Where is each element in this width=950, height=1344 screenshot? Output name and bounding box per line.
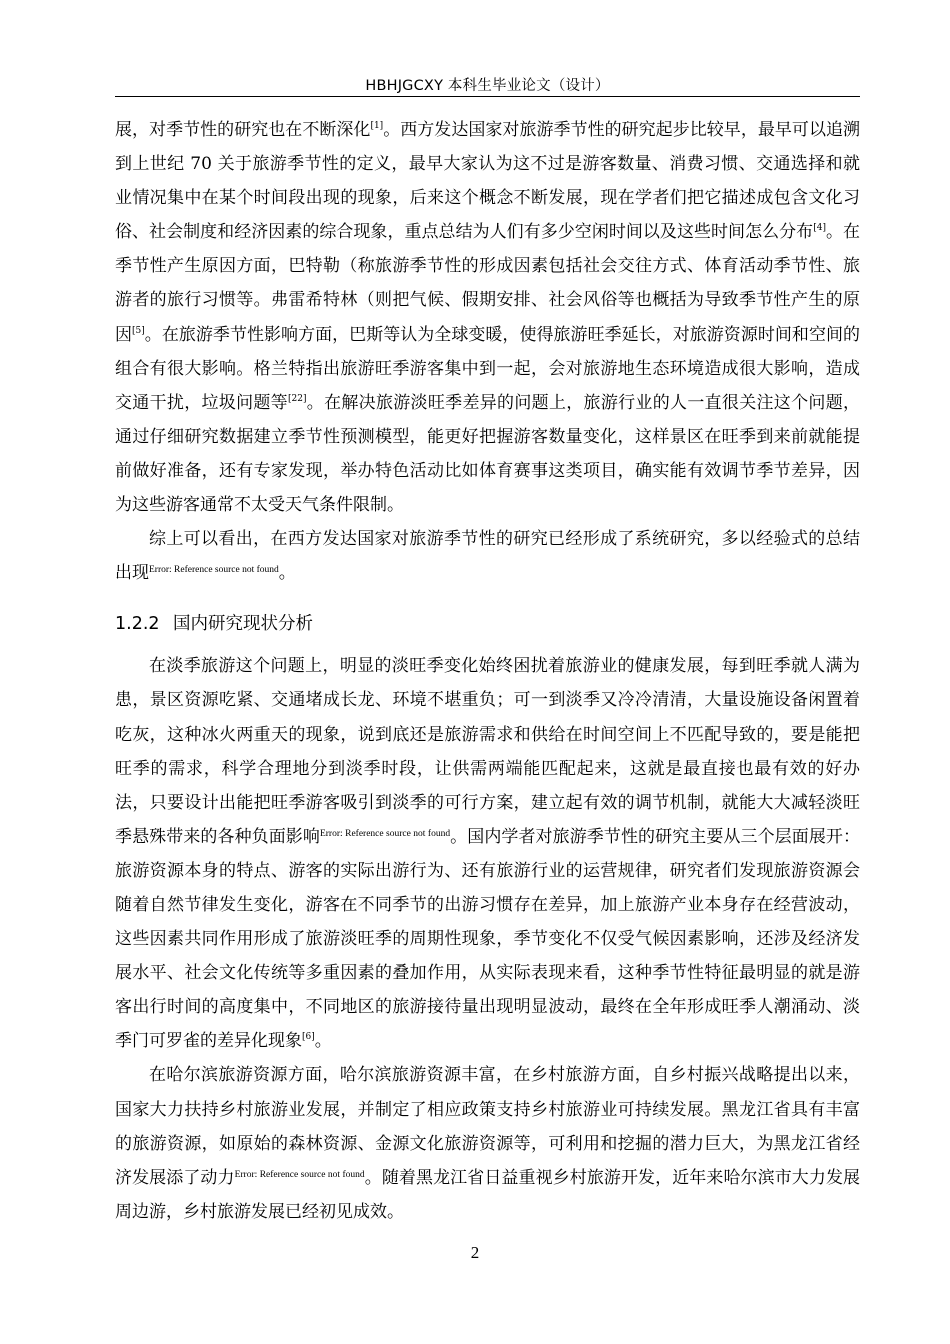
- citation: [1]: [370, 121, 384, 131]
- section-number: 1.2.2: [115, 614, 160, 635]
- section-heading: [115, 611, 860, 637]
- citation: [5]: [132, 325, 145, 336]
- text-run: 在哈尔滨旅游资源方面，哈尔滨旅游资源丰富，在乡村旅游方面，自乡村振兴战略提出以来，国家大力扶持乡村旅游业发展，并制定了相应政策支持乡村旅游业可持续发展。黑龙江省具有丰富的旅游资源，如原始的森林资源、金源文化旅游资源等，可利用和挖掘的潜力巨大，为黑龙江省经济发展添了动力: [115, 1065, 860, 1188]
- text-run: 。在旅游季节性影响方面，巴斯等认为全球变暖，使得旅游旺季延长，对旅游资源时间和空间的组合有很大影响。格兰特指出旅游旺季游客集中到一起，会对旅游地生态环境造成很大影响，造成交通干扰，垃圾问题等: [115, 324, 861, 413]
- document-body: [115, 113, 860, 1229]
- text-run: 展，对季节性的研究也在不断深化: [115, 120, 371, 140]
- reference-error: Error: Reference source not found: [234, 1169, 365, 1180]
- section-title: 国内研究现状分析: [173, 614, 313, 635]
- citation: [22]: [287, 393, 307, 404]
- page-number: 2: [470, 1243, 480, 1262]
- text-run: 。西方发达国家对旅游季节性的研究起步比较早，最早可以追溯到上世纪 70 关于旅游季节性的定义，最早大家认为这不过是游客数量、消费习惯、交通选择和就业情况集中在某个时间段出现的现象，后来这个概念不断发展，现在学者们把它描述成包含文化习俗、社会制度和经济因素的综合现象，重点总结为人们有多少空闲时间以及这些时间怎么分布: [115, 120, 861, 243]
- text-run: 在淡季旅游这个问题上，明显的淡旺季变化始终困扰着旅游业的健康发展，每到旺季就人满为患，景区资源吃紧、交通堵成长龙、环境不堪重负；可一到淡季又冷冷清清，大量设施设备闲置着吃灰，这种冰火两重天的现象，说到底还是旅游需求和供给在时间空间上不匹配导致的，要是能把旺季的需求，科学合理地分到淡季时段，让供需两端能匹配起来，这就是最直接也最有效的好办法，只要设计出能把旺季游客吸引到淡季的可行方案，建立起有效的调节机制，就能大大减轻淡旺季悬殊带来的各种负面影响: [115, 656, 860, 847]
- paragraph-harbin-resources: [115, 1058, 860, 1228]
- paragraph-domestic-research: [115, 649, 860, 1058]
- text-run: 。国内学者对旅游季节性的研究主要从三个层面展开：旅游资源本身的特点、游客的实际出游行为、还有旅游行业的运营规律，研究者们发现旅游资源会随着自然节律发生变化，游客在不同季节的出游习惯存在差异，加上旅游产业本身存在经营波动，这些因素共同作用形成了旅游淡旺季的周期性现象，季节变化不仅受气候因素影响，还涉及经济发展水平、社会文化传统等多重因素的叠加作用，从实际表现来看，这种季节性特征最明显的就是游客出行时间的高度集中，不同地区的旅游接待量出现明显波动，最终在全年形成旺季人潮涌动、淡季门可罗雀的差异化现象: [115, 826, 861, 1052]
- page-header: HBHJGCXY 本科生毕业论文（设计）: [365, 78, 610, 94]
- citation: [6]: [302, 1032, 315, 1043]
- header-divider: [115, 96, 860, 97]
- reference-error: Error: Reference source not found: [149, 565, 279, 576]
- text-run: 。随着黑龙江省日益重视乡村旅游开发，近年来哈尔滨市大力发展周边游，乡村旅游发展已经初见成效。: [115, 1167, 861, 1222]
- text-run: 综上可以看出，在西方发达国家对旅游季节性的研究已经形成了系统研究，多以经验式的总结出现: [115, 529, 860, 584]
- paragraph-western-research: [115, 113, 860, 522]
- text-run: 。: [314, 1031, 332, 1052]
- citation: [4]: [813, 223, 826, 234]
- reference-error: Error: Reference source not found: [319, 828, 451, 839]
- text-run: 。在季节性产生原因方面，巴特勒（称旅游季节性的形成因素包括社会交往方式、体育活动季节性、旅游者的旅行习惯等。弗雷希特林（则把气候、假期安排、社会风俗等也概括为导致季节性产生的原因: [115, 222, 861, 345]
- text-run: 。: [278, 563, 296, 584]
- text-run: 。在解决旅游淡旺季差异的问题上，旅游行业的人一直很关注这个问题，通过仔细研究数据建立季节性预测模型，能更好把握游客数量变化，这样景区在旺季到来前就能提前做好准备，还有专家发现，举办特色活动比如体育赛事这类项目，确实能有效调节季节差异，因为这些游客通常不太受天气条件限制。: [115, 392, 861, 516]
- paragraph-summary: [115, 522, 860, 590]
